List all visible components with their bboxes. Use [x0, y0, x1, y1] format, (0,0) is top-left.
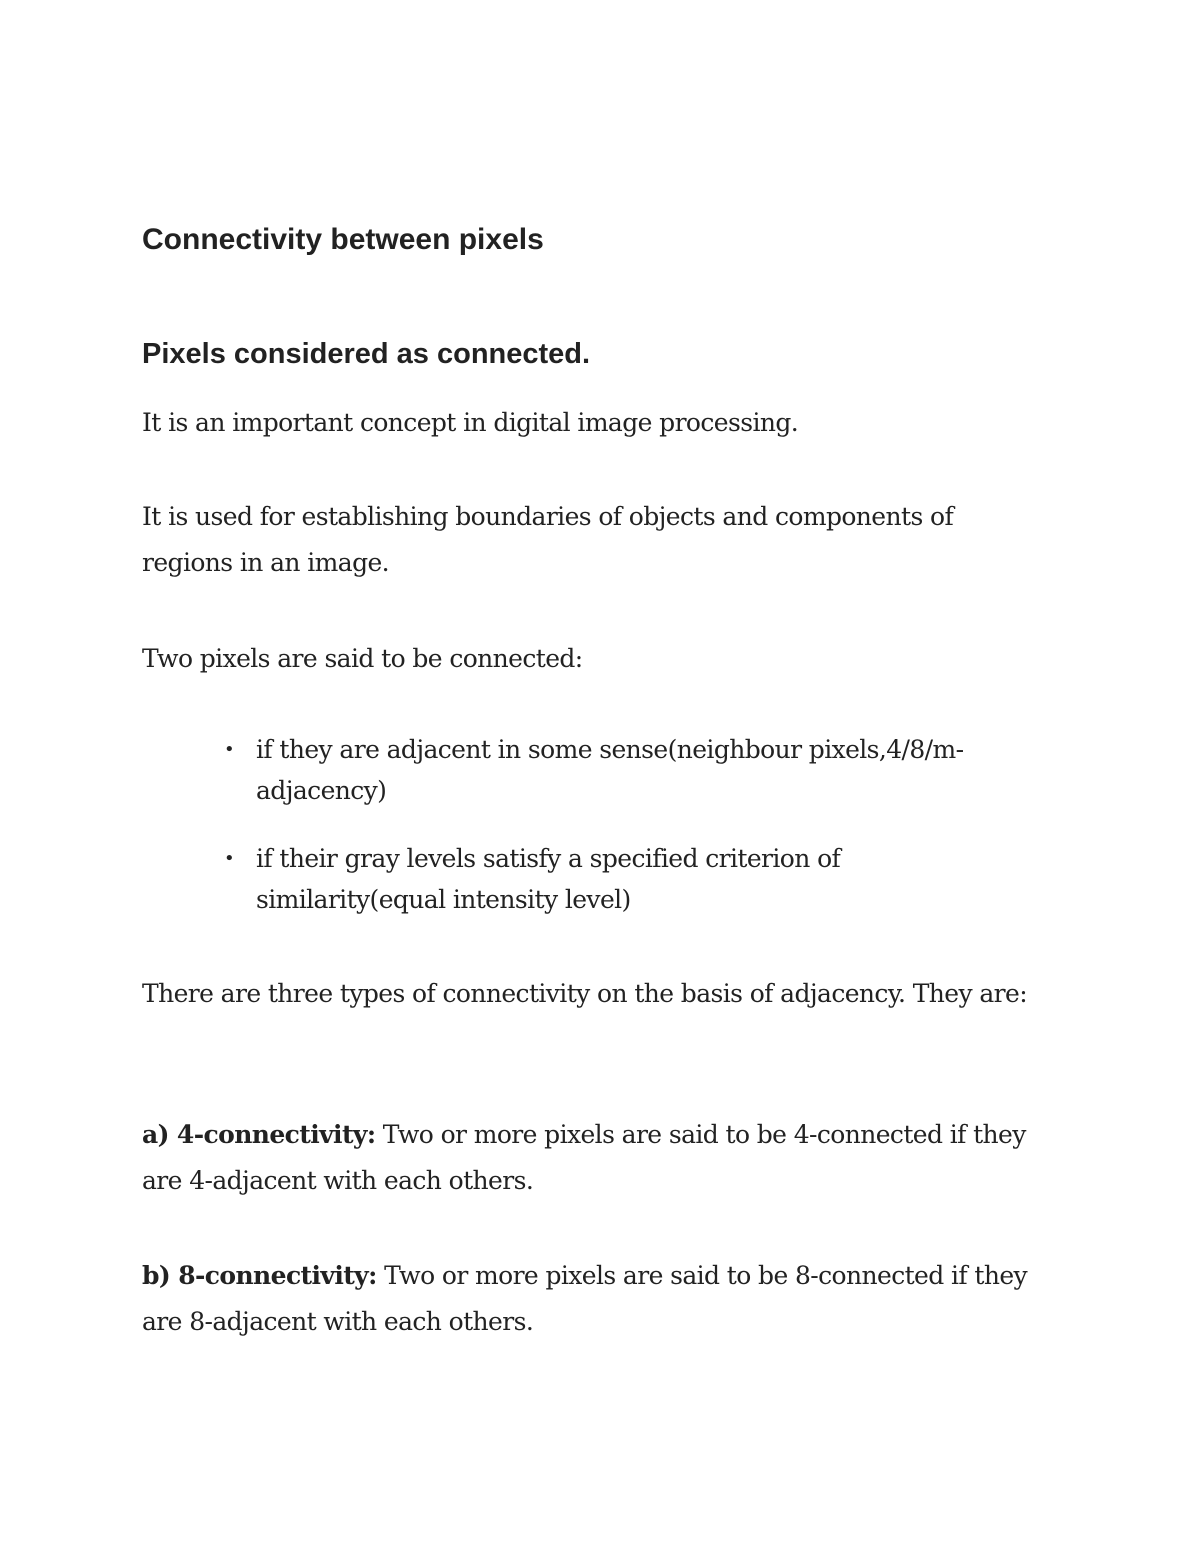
definition-text: Two or more pixels are said to be 8-connected if they are 8-adjacent with each others.	[142, 1261, 1028, 1336]
page-title: Connectivity between pixels	[142, 223, 544, 256]
definition-term: b) 8-connectivity:	[142, 1261, 377, 1290]
paragraph-types-intro: There are three types of connectivity on the basis of adjacency. They are:	[142, 979, 1028, 1008]
definition-4-connectivity	[142, 1112, 1042, 1204]
bullet-icon: •	[224, 848, 235, 869]
connected-criteria-list	[142, 729, 1042, 920]
bullet-icon: •	[224, 739, 235, 760]
paragraph-concept: It is an important concept in digital image processing.	[142, 408, 799, 437]
list-item-text: if their gray levels satisfy a specified criterion of similarity(equal intensity level)	[256, 844, 841, 914]
paragraph-connected-intro: Two pixels are said to be connected:	[142, 644, 583, 673]
definition-term: a) 4-connectivity:	[142, 1120, 376, 1149]
section-heading: Pixels considered as connected.	[142, 338, 591, 370]
list-item	[142, 838, 1036, 920]
list-item-text: if they are adjacent in some sense(neighbour pixels,4/8/m-adjacency)	[256, 735, 964, 805]
list-item	[142, 729, 1036, 811]
paragraph-usage: It is used for establishing boundaries of objects and components of regions in an image.	[142, 502, 954, 577]
definition-8-connectivity	[142, 1253, 1042, 1345]
document-page	[142, 0, 1042, 1553]
definition-text: Two or more pixels are said to be 4-connected if they are 4-adjacent with each others.	[142, 1120, 1026, 1195]
